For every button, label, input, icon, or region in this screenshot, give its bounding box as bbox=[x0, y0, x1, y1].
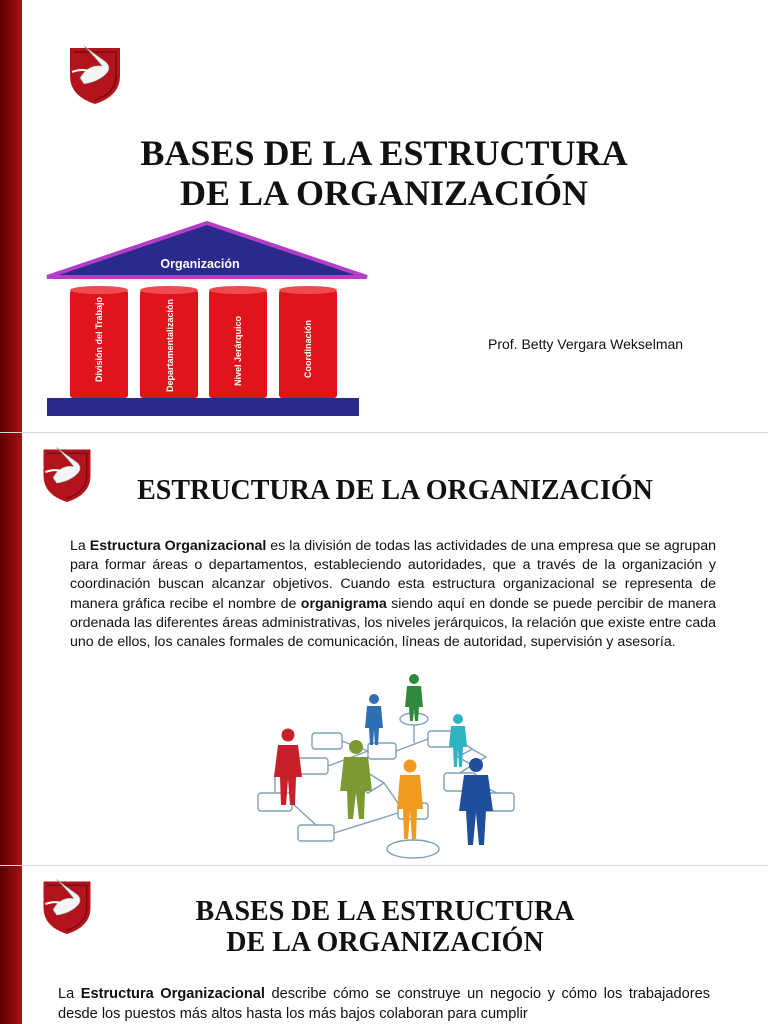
slide-accent-bar bbox=[0, 0, 22, 432]
org-chart-people-illustration bbox=[248, 673, 538, 863]
university-logo bbox=[36, 872, 98, 936]
text-run: La bbox=[70, 538, 90, 554]
person-teal bbox=[449, 714, 467, 767]
slide-accent-bar bbox=[0, 866, 22, 1024]
pillar-label-3: Nivel Jerárquico bbox=[233, 315, 243, 386]
bold-term: organigrama bbox=[300, 595, 387, 612]
slide-3 bbox=[0, 866, 768, 1024]
text-run: La bbox=[58, 986, 81, 1002]
slide-2-paragraph bbox=[70, 537, 716, 652]
author-name: Prof. Betty Vergara Wekselman bbox=[488, 336, 684, 352]
slide-2-title: ESTRUCTURA DE LA ORGANIZACIÓN bbox=[137, 475, 653, 506]
pillar-label-2: Departamentalización bbox=[165, 298, 175, 392]
title-line-2: DE LA ORGANIZACIÓN bbox=[226, 927, 544, 959]
slide-2 bbox=[0, 433, 768, 865]
person-blue-small bbox=[365, 694, 383, 745]
title-line-1: BASES DE LA ESTRUCTURA bbox=[140, 133, 628, 173]
pillar-label-1: División del Trabajo bbox=[94, 296, 104, 382]
text-run: es la división de todas las actividades de una empresa que se agrupan para formar áreas o departamentos, estableciendo autoridades, que a través de la organización y coordinación buscan alcanzar objetivos. Cuando esta estructura organizacional se representa de manera gráfica recibe el nombre de bbox=[70, 538, 716, 612]
slide-3-title bbox=[90, 896, 680, 959]
organization-temple-diagram bbox=[42, 220, 372, 420]
text-run: siendo aquí en donde se puede percibir de manera ordenada las diferentes áreas administrativas, los niveles jerárquicos, la relación que existe entre cada uno de ellos, los canales formales de comunicación, líneas de autoridad, supervisión y asesoría. bbox=[70, 595, 716, 651]
pillar-label-4: Coordinación bbox=[303, 320, 313, 378]
university-logo bbox=[36, 440, 98, 504]
title-line-2: DE LA ORGANIZACIÓN bbox=[179, 173, 589, 214]
slide-1 bbox=[0, 0, 768, 432]
slide-accent-bar bbox=[0, 433, 22, 865]
person-orange bbox=[397, 760, 423, 840]
slide-1-title bbox=[64, 133, 704, 214]
slide-3-paragraph bbox=[58, 984, 710, 1024]
diagram-base bbox=[47, 398, 359, 416]
bold-term: Estructura Organizacional bbox=[89, 538, 267, 554]
text-run: describe cómo se construye un negocio y cómo los trabajadores desde los puestos más altos hasta los más bajos colaboran para cumplir bbox=[58, 986, 710, 1022]
title-line-1: BASES DE LA ESTRUCTURA bbox=[195, 896, 575, 927]
bold-term: Estructura Organizacional bbox=[80, 986, 265, 1002]
diagram-roof-label: Organización bbox=[160, 257, 240, 271]
university-logo bbox=[62, 38, 128, 106]
